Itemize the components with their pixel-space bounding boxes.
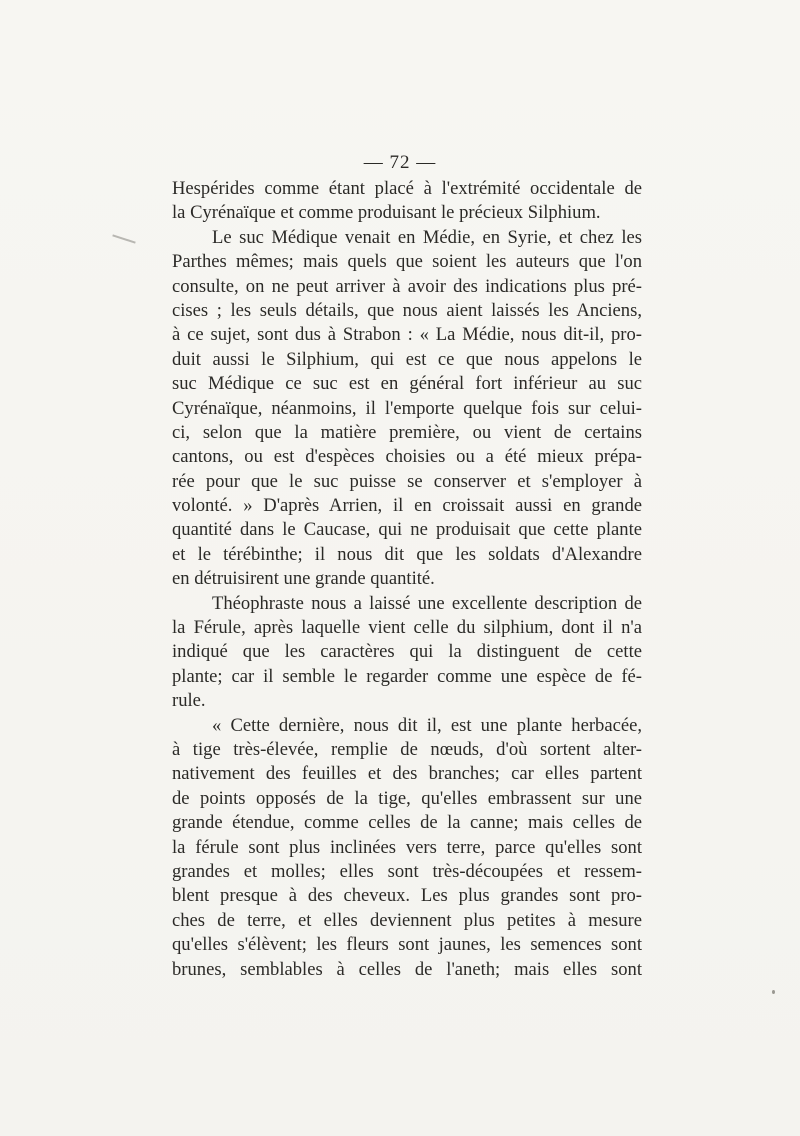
- text-line: blent presque à des cheveux. Les plus grandes sont pro-: [172, 885, 642, 907]
- text-line: suc Médique ce suc est en général fort inférieur au suc: [172, 373, 642, 395]
- text-line: de points opposés de la tige, qu'elles embrassent sur une: [172, 787, 642, 809]
- text-line: Cyrénaïque, néanmoins, il l'emporte quelque fois sur celui-: [172, 397, 642, 419]
- text-line: cises ; les seuls détails, que nous aient laissés les Anciens,: [172, 299, 642, 321]
- text-line: Hespérides comme étant placé à l'extrémité occidentale de: [172, 178, 642, 199]
- paper-speck: [772, 990, 775, 994]
- body-text: [172, 177, 642, 982]
- text-line: en détruisirent une grande quantité.: [172, 568, 435, 590]
- text-line: et le térébinthe; il nous dit que les soldats d'Alexandre: [172, 543, 642, 565]
- text-line: ches de terre, et elles deviennent plus petites à mesure: [172, 909, 642, 931]
- text-line: rule.: [172, 690, 206, 712]
- text-line: la férule sont plus inclinées vers terre, parce qu'elles sont: [172, 836, 642, 858]
- text-line: qu'elles s'élèvent; les fleurs sont jaunes, les semences sont: [172, 934, 642, 956]
- text-line: rée pour que le suc puisse se conserver et s'employer à: [172, 470, 642, 492]
- text-line: Le suc Médique venait en Médie, en Syrie, et chez les: [212, 226, 642, 248]
- text-line: duit aussi le Silphium, qui est ce que nous appelons le: [172, 348, 642, 370]
- text-line: nativement des feuilles et des branches; car elles partent: [172, 763, 642, 785]
- text-line: la Férule, après laquelle vient celle du silphium, dont il n'a: [172, 617, 642, 639]
- text-line: Théophraste nous a laissé une excellente description de: [212, 592, 642, 614]
- text-line: grande étendue, comme celles de la canne; mais celles de: [172, 812, 642, 834]
- text-line: plante; car il semble le regarder comme une espèce de fé-: [172, 665, 642, 687]
- text-line: volonté. » D'après Arrien, il en croissait aussi en grande: [172, 495, 642, 517]
- text-line: Parthes mêmes; mais quels que soient les auteurs que l'on: [172, 251, 642, 273]
- text-line: consulte, on ne peut arriver à avoir des indications plus pré-: [172, 275, 642, 297]
- text-line: grandes et molles; elles sont très-découpées et ressem-: [172, 860, 642, 882]
- text-line: « Cette dernière, nous dit il, est une plante herbacée,: [212, 714, 642, 736]
- text-line: ci, selon que la matière première, ou vient de certains: [172, 421, 642, 443]
- text-line: à ce sujet, sont dus à Strabon : « La Médie, nous dit-il, pro-: [172, 324, 642, 346]
- text-line: indiqué que les caractères qui la distinguent de cette: [172, 641, 642, 663]
- text-line: à tige très-élevée, remplie de nœuds, d'où sortent alter-: [172, 738, 642, 760]
- text-line: la Cyrénaïque et comme produisant le précieux Silphium.: [172, 202, 601, 224]
- text-line: brunes, semblables à celles de l'aneth; mais elles sont: [172, 958, 642, 980]
- text-line: cantons, ou est d'espèces choisies ou a été mieux prépa-: [172, 446, 642, 468]
- text-line: quantité dans le Caucase, qui ne produisait que cette plante: [172, 519, 642, 541]
- margin-mark: [112, 234, 135, 243]
- page-number: — 72 —: [363, 152, 437, 173]
